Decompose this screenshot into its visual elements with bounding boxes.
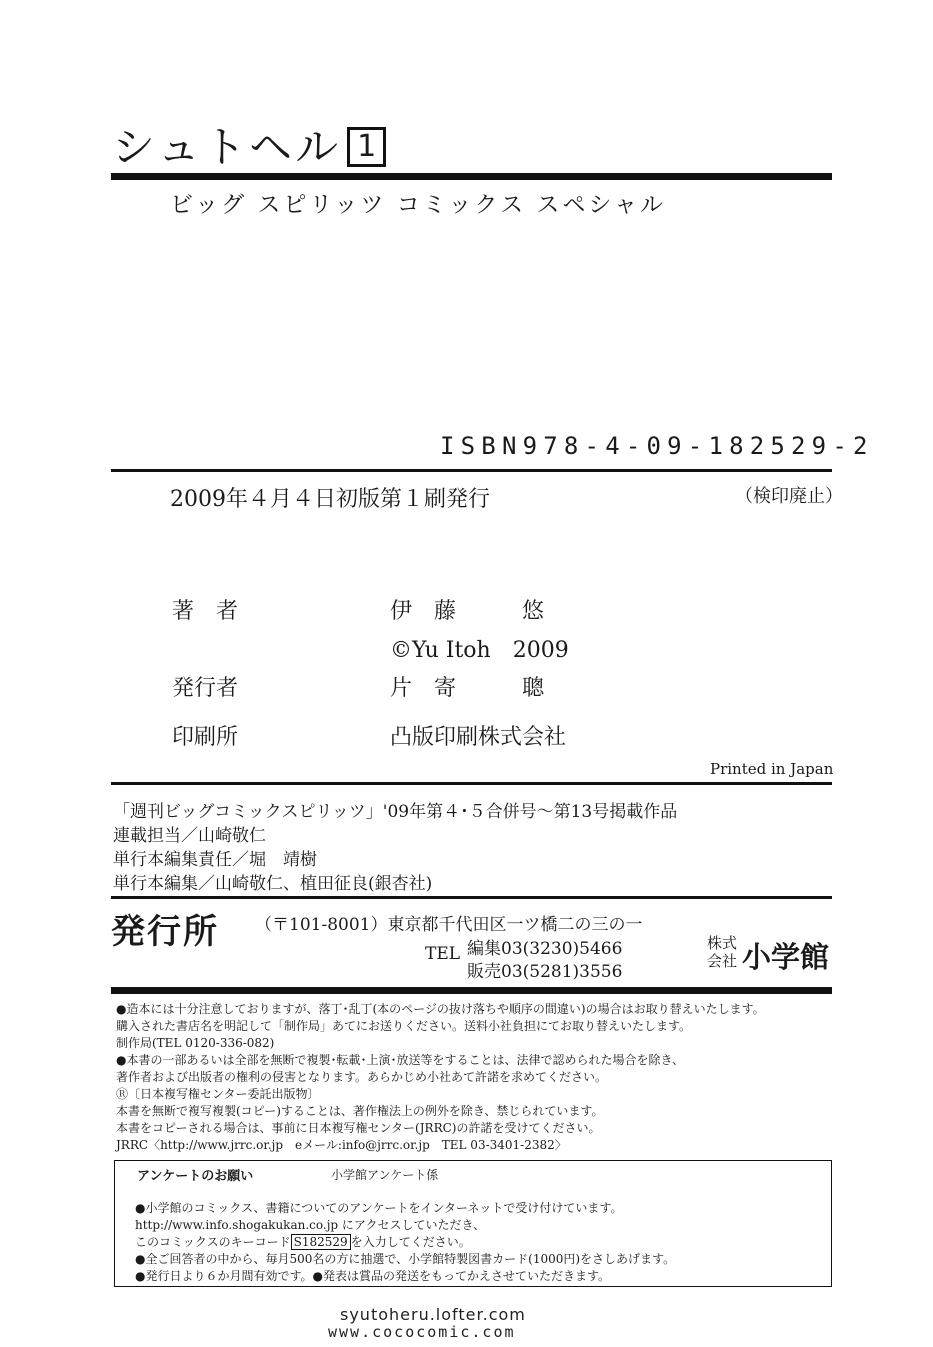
notice-copy-permission: 本書をコピーされる場合は、事前に日本複写権センター(JRRC)の許諾を受けてください。 (116, 1121, 601, 1135)
survey-dept: 小学館アンケート係 (331, 1168, 439, 1182)
notice-copy-ban: 本書を無断で複写複製(コピー)することは、著作権法上の例外を除き、禁じられています。 (116, 1104, 604, 1118)
credit-label-author: 著 者 (172, 599, 239, 624)
credit-value-publisher: 片 寄 聰 (390, 676, 545, 701)
watermark-cococomic: www.cococomic.com (328, 1323, 516, 1341)
survey-line-1: ●小学館のコミックス、書籍についてのアンケートをインターネットで受け付けています。 (135, 1201, 623, 1215)
publisher-rule (111, 987, 832, 994)
notice-return: 購入された書店名を明記して「制作局」あてにお送りください。送料小社負担にてお取り替えいたします。 (116, 1019, 692, 1033)
imprint-label: ビッグ スピリッツ コミックス スペシャル (170, 192, 666, 218)
seal-note: （検印廃止） (735, 486, 843, 507)
survey-line-4: ●全ご回答者の中から、毎月500名の方に抽選で、小学館特製図書カード(1000円)をさしあげます。 (135, 1252, 676, 1266)
chief-editor-line: 単行本編集責任／堀 靖樹 (113, 850, 317, 870)
series-title-text: シュトヘル (112, 123, 342, 173)
book-editor-line: 単行本編集／山崎敬仁、植田征良(銀杏社) (113, 874, 433, 894)
tel-sales: 販売03(5281)3556 (467, 962, 623, 982)
survey-title: アンケートのお願い (137, 1169, 254, 1184)
survey-keycode-prefix: このコミックスのキーコード (135, 1235, 291, 1249)
tel-editorial: 編集03(3230)5466 (467, 939, 623, 959)
publication-date: 2009年４月４日初版第１刷発行 (170, 487, 490, 512)
isbn-rule (111, 469, 832, 472)
publisher-address: （〒101-8001）東京都千代田区一ツ橋二の三の一 (255, 915, 643, 935)
credit-value-printer: 凸版印刷株式会社 (390, 725, 567, 750)
serial-rule (111, 896, 832, 899)
notice-jrrc-contact: JRRC〈http://www.jrrc.or.jp eメール:info@jrrc.or.jp TEL 03-3401-2382〉 (116, 1138, 567, 1152)
notice-contact: 制作局(TEL 0120-336-082) (116, 1036, 275, 1050)
credit-label-printer: 印刷所 (172, 725, 239, 750)
notice-jrrc-title: Ⓡ〔日本複写権センター委託出版物〕 (116, 1087, 320, 1101)
volume-badge: 1 (347, 127, 386, 167)
isbn: ISBN978-4-09-182529-2 (440, 432, 874, 460)
credit-value-author: 伊 藤 悠 (390, 599, 545, 624)
tel-label: TEL (425, 944, 461, 964)
copyright-line: ©Yu Itoh 2009 (390, 638, 569, 663)
series-title (112, 114, 386, 175)
credits-rule (111, 782, 832, 785)
company-kind: 株式会社 (707, 934, 738, 970)
survey-keycode-line (135, 1233, 471, 1250)
survey-keycode: S182529 (291, 1234, 351, 1250)
printed-in-label: Printed in Japan (710, 760, 834, 778)
survey-line-5: ●発行日より６か月間有効です。●発表は賞品の発送をもってかえさせていただきます。 (135, 1269, 611, 1283)
notice-defect: ●造本には十分注意しておりますが、落丁･乱丁(本のページの抜け落ちや順序の間違い)の場合はお取り替えいたします。 (116, 1002, 765, 1016)
watermark-lofter: syutoheru.lofter.com (340, 1305, 526, 1324)
serialization-line: 「週刊ビッグコミックスピリッツ」'09年第４･５合併号～第13号掲載作品 (113, 802, 678, 822)
credit-label-publisher: 発行者 (172, 676, 239, 701)
editor-line: 連載担当／山崎敬仁 (113, 826, 266, 846)
notice-rights: 著作者および出版者の権利の侵害となります。あらかじめ小社あて許諾を求めてください。 (116, 1070, 608, 1084)
survey-url: http://www.info.shogakukan.co.jp にアクセスしていただき、 (135, 1218, 486, 1232)
publisher-label: 発行所 (111, 912, 219, 952)
survey-keycode-suffix: を入力してください。 (350, 1235, 471, 1249)
company-name: 小学館 (742, 940, 830, 974)
title-rule (111, 173, 832, 180)
survey-box (114, 1160, 832, 1287)
notice-copyright: ●本書の一部あるいは全部を無断で複製･転載･上演･放送等をすることは、法律で認められた場合を除き、 (116, 1053, 684, 1067)
